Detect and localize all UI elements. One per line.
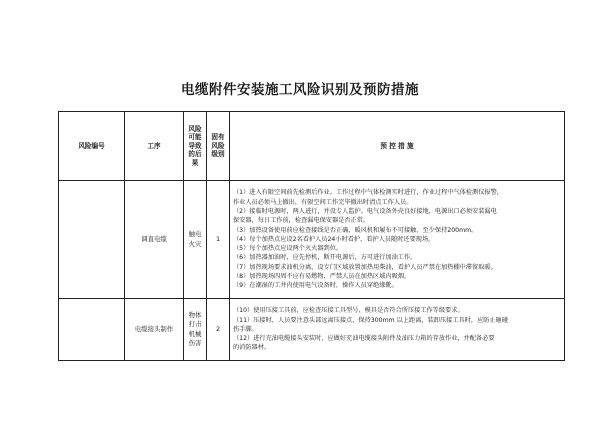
measure-line: （12）进行充油电缆接头安装时，应做好充油电缆接头附件及油压力箱的存放作业，并配备必要 xyxy=(233,335,495,343)
measure-line: （3）加热设备使用前应检查接线是否正确，暖风机和履布不可接触，至少保持200mm。 xyxy=(233,226,478,234)
cell-level: 2 xyxy=(207,299,230,361)
measure-line: （11）压接时，人员要注意头部远离压接点，保持300mm 以上距离，装卸压接工具时，应防止砸碰 xyxy=(233,316,509,324)
header-process: 工序 xyxy=(125,112,184,181)
table-header-row xyxy=(59,112,565,181)
document-title: 电缆附件安装施工风险识别及预防措施 xyxy=(181,82,419,98)
measure-line: （6）加热器加油时，应先停机，断开电源后，方可进行加油工作。 xyxy=(233,254,417,262)
header-measures: 预 控 措 施 xyxy=(230,112,565,181)
measure-line: （2）接临时电源时，两人进行，并设专人监护。电气设备外壳良好接地，电源出口必须安装漏电 xyxy=(233,207,497,215)
measure-line: （7）加热现场要求油机分离，设专门区域放置加热用柴油，看护人员严禁在加热棚中滞留取暖。 xyxy=(233,263,497,271)
measure-line: 作业人员必须马上撤出，有限空间工作完毕撤出时清点工作人员。 xyxy=(233,198,413,206)
measure-line: （8）加热现场四周不应有易燃物，严禁人员在加热区域内吸烟。 xyxy=(233,273,411,281)
header-consequence: 风险可能导致的后果 xyxy=(184,112,207,181)
measure-line: （1）进入有限空间前先检测后作业。工作过程中气体检测实时进行，作业过程中气体检测仪报警， xyxy=(233,189,503,197)
cell-measures xyxy=(230,181,565,299)
cell-risk-id xyxy=(59,181,125,299)
cell-consequence: 触电火灾 xyxy=(184,181,207,299)
measure-line: 伤手脚。 xyxy=(233,325,258,333)
cell-consequence: 物体打击机械伤害 xyxy=(184,299,207,361)
table-row xyxy=(59,299,565,361)
table-row xyxy=(59,181,565,299)
measure-line: （5）每个加热点应设两个灭火器到位。 xyxy=(233,245,343,253)
measure-line: （10）使用压接工具前，应检查压接工具型号、模具是否符合所压接工作等级要求。 xyxy=(233,307,464,315)
cell-process: 电缆接头制作 xyxy=(125,299,184,361)
measure-line: 保安器，每日工作前，检查漏电保安器是否正常。 xyxy=(233,217,370,225)
cell-measures xyxy=(230,299,565,361)
cell-process: 调直电缆 xyxy=(125,181,184,299)
header-inherent-level: 固有风险级别 xyxy=(207,112,230,181)
cell-risk-id xyxy=(59,299,125,361)
header-risk-id: 风险编号 xyxy=(59,112,125,181)
measure-line: 的消防器材。 xyxy=(233,344,271,352)
risk-table xyxy=(58,111,565,361)
measure-line: （4）每个加热点应设2名看护人员24小时看护，看护人员随时还要现场。 xyxy=(233,235,435,243)
cell-level: 1 xyxy=(207,181,230,299)
measure-line: （9）在潮湿的工井内使用电气设备时，操作人员穿绝缘靴。 xyxy=(233,282,398,290)
